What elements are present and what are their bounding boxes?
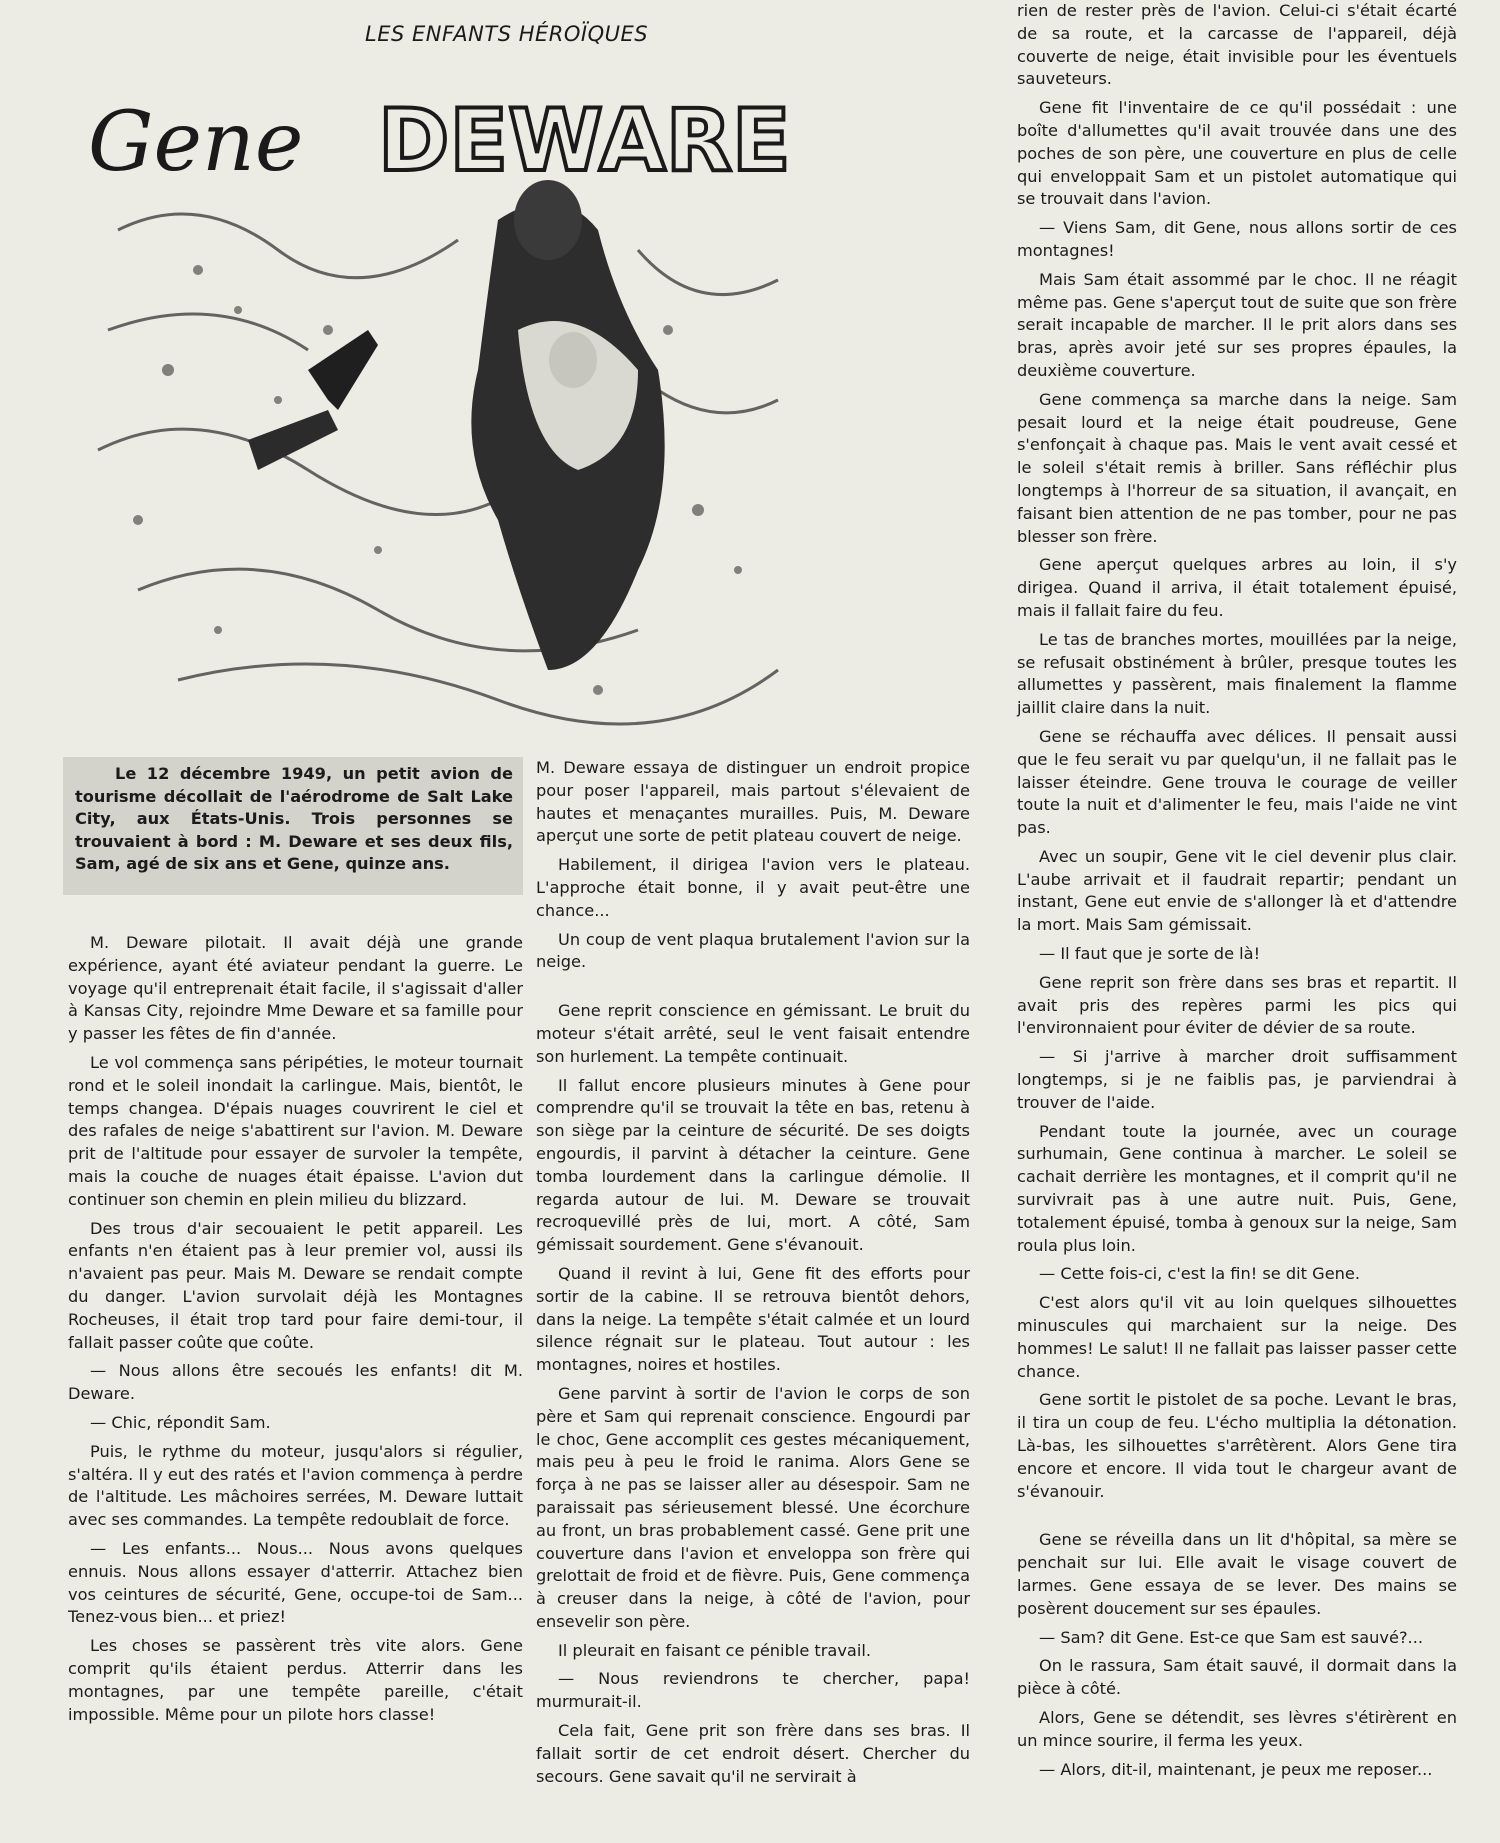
paragraph: Gene reprit son frère dans ses bras et repartit. Il avait pris des repères parmi les pics qui l'environnaient pour éviter de dévier de sa route.	[1017, 972, 1457, 1038]
paragraph: On le rassura, Sam était sauvé, il dormait dans la pièce à côté.	[1017, 1656, 1457, 1699]
illustration	[78, 70, 794, 746]
paragraph: Les choses se passèrent très vite alors. Gene comprit qu'ils étaient perdus. Atterrir dans les montagnes, par une tempête pareille, c'était impossible. Même pour un pilote hors classe!	[68, 1636, 523, 1724]
logo	[88, 91, 791, 191]
paragraph: — Nous reviendrons te chercher, papa! murmurait-il.	[536, 1669, 970, 1712]
paragraph: C'est alors qu'il vit au loin quelques silhouettes minuscules qui marchaient sur la neige. Des hommes! Le salut! Il ne fallait pas laisser passer cette chance.	[1017, 1293, 1457, 1381]
series-title: LES ENFANTS HÉROÏQUES	[365, 22, 649, 46]
illustration-drawing	[78, 70, 794, 746]
paragraph: Gene parvint à sortir de l'avion le corps de son père et Sam qui reprenait conscience. Engourdi par le choc, Gene accomplit ces gestes mécaniquement, mais peu à peu le froid le ranima. Alors Gene se força à ne pas se laisser aller au désespoir. Sam ne paraissait pas sérieusement blessé. Une écorchure au front, un bras probablement cassé. Gene prit une couverture dans l'avion et enveloppa son frère qui grelottait de froid et de fièvre. Puis, Gene commença à creuser dans la neige, à côté de l'avion, pour ensevelir son père.	[536, 1383, 970, 1631]
paragraph: Avec un soupir, Gene vit le ciel devenir plus clair. L'aube arrivait et il faudrait repartir; pendant un instant, Gene eut envie de s'allonger là et d'attendre la mort. Mais Sam gémissait.	[1017, 846, 1457, 935]
paragraph: Gene fit l'inventaire de ce qu'il possédait : une boîte d'allumettes qu'il avait trouvée dans une des poches de son père, une couverture en plus de celle qui enveloppait Sam et un pistolet automatique qui se trouvait dans l'avion.	[1017, 98, 1457, 209]
paragraph: Le tas de branches mortes, mouillées par la neige, se refusait obstinément à brûler, presque toutes les allumettes y passèrent, mais finalement la flamme jaillit claire dans la nuit.	[1017, 629, 1457, 718]
paragraph: Puis, le rythme du moteur, jusqu'alors si régulier, s'altéra. Il y eut des ratés et l'avion commença à perdre de l'altitude. Les mâchoires serrées, M. Deware luttait avec ses commandes. La tempête redoublait de force.	[68, 1441, 523, 1530]
paragraph: Alors, Gene se détendit, ses lèvres s'étirèrent en un mince sourire, il ferma les yeux.	[1017, 1707, 1457, 1750]
paragraph: Cela fait, Gene prit son frère dans ses bras. Il fallait sortir de cet endroit désert. Chercher du secours. Gene savait qu'il ne servirait à	[536, 1721, 970, 1786]
text-column-2	[536, 757, 970, 1794]
paragraph: — Alors, dit-il, maintenant, je peux me reposer...	[1039, 1759, 1433, 1779]
paragraph: Habilement, il dirigea l'avion vers le plateau. L'approche était bonne, il y avait peut-être une chance...	[536, 855, 970, 920]
paragraph: Gene sortit le pistolet de sa poche. Levant le bras, il tira un coup de feu. L'écho multiplia la détonation. Là-bas, les silhouettes s'arrêtèrent. Alors Gene tira encore et encore. Il vida tout le chargeur avant de s'évanouir.	[1017, 1390, 1457, 1501]
paragraph: — Cette fois-ci, c'est la fin! se dit Gene.	[1039, 1264, 1361, 1284]
paragraph: Gene se réveilla dans un lit d'hôpital, sa mère se penchait sur lui. Elle avait le visage couvert de larmes. Gene essaya de se lever. Des mains se posèrent doucement sur ses épaules.	[1017, 1530, 1457, 1618]
paragraph: M. Deware essaya de distinguer un endroit propice pour poser l'appareil, mais partout s'élevaient de hautes et menaçantes murailles. Puis, M. Deware aperçut une sorte de petit plateau couvert de neige.	[536, 758, 970, 846]
paragraph: — Viens Sam, dit Gene, nous allons sortir de ces montagnes!	[1017, 218, 1457, 260]
paragraph: Des trous d'air secouaient le petit appareil. Les enfants n'en étaient pas à leur premier vol, aussi ils n'avaient pas peur. Mais M. Deware se rendait compte du danger. L'avion survolait déjà les Montagnes Rocheuses, il était trop tard pour faire demi-tour, il fallait passer coûte que coûte.	[68, 1218, 523, 1352]
paragraph: — Sam? dit Gene. Est-ce que Sam est sauvé?...	[1039, 1627, 1423, 1647]
paragraph: — Les enfants... Nous... Nous avons quelques ennuis. Nous allons essayer d'atterrir. Attachez bien vos ceintures de sécurité, Gene, occupe-toi de Sam... Tenez-vous bien... et priez!	[68, 1538, 523, 1627]
intro-box	[63, 757, 523, 895]
text-column-1	[68, 932, 523, 1732]
paragraph: M. Deware pilotait. Il avait déjà une grande expérience, ayant été aviateur pendant la guerre. Le voyage qu'il entreprenait était facile, il s'agissait d'aller à Kansas City, rejoindre Mme Deware et sa famille pour y passer les fêtes de fin d'année.	[68, 933, 523, 1044]
text-column-3	[1017, 0, 1457, 1787]
paragraph: Pendant toute la journée, avec un courage surhumain, Gene continua à marcher. Le soleil se cachait derrière les montagnes, et il comprit qu'il ne survivrait pas à une autre nuit. Puis, Gene, totalement épuisé, tomba à genoux sur la neige, Sam roula plus loin.	[1017, 1121, 1457, 1255]
paragraph: Il fallut encore plusieurs minutes à Gene pour comprendre qu'il se trouvait la tête en bas, retenu à son siège par la ceinture de sécurité. De ses doigts engourdis, il parvint à détacher la ceinture. Gene tomba lourdement dans la carlingue démolie. Il regarda autour de lui. M. Deware se trouvait recroquevillé près de lui, mort. A côté, Sam gémissait sourdement. Gene s'évanouit.	[536, 1075, 970, 1255]
paragraph: — Chic, répondit Sam.	[90, 1412, 271, 1432]
paragraph: — Il faut que je sorte de là!	[1039, 944, 1261, 964]
paragraph: Gene commença sa marche dans la neige. Sam pesait lourd et la neige était poudreuse, Gene s'enfonçait à chaque pas. Mais le vent avait cessé et le soleil s'était remis à briller. Sans réfléchir plus longtemps à l'horreur de sa situation, il avançait, en faisant bien attention de ne pas tomber, pour ne pas blesser son frère.	[1017, 389, 1457, 546]
intro-text: Le 12 décembre 1949, un petit avion de tourisme décollait de l'aérodrome de Salt Lake City, aux États-Unis. Trois personnes se trouvaient à bord : M. Deware et ses deux fils, Sam, agé de six ans et Gene, quinze ans.	[75, 764, 513, 874]
svg-text:Gene: Gene	[88, 95, 304, 190]
paragraph: rien de rester près de l'avion. Celui-ci s'était écarté de sa route, et la carcasse de l'appareil, déjà couverte de neige, était invisible pour les éventuels sauveteurs.	[1017, 1, 1457, 89]
paragraph: Mais Sam était assommé par le choc. Il ne réagit même pas. Gene s'aperçut tout de suite que son frère serait incapable de marcher. Il le prit alors dans ses bras, après avoir jeté sur ses propres épaules, la deuxième couverture.	[1017, 269, 1457, 380]
paragraph: Gene se réchauffa avec délices. Il pensait aussi que le feu serait vu par quelqu'un, il ne fallait pas le laisser éteindre. Gene trouva le courage de veiller toute la nuit et d'alimenter le feu, mais l'aide ne vint pas.	[1017, 726, 1457, 838]
paragraph: Le vol commença sans péripéties, le moteur tournait rond et le soleil inondait la carlingue. Mais, bientôt, le temps changea. D'épais nuages couvrirent le ciel et des rafales de neige s'abattirent sur l'avion. M. Deware prit de l'altitude pour essayer de survoler la tempête, mais la couche de nuages était épaisse. L'avion dut continuer son chemin en plein milieu du blizzard.	[68, 1052, 523, 1209]
paragraph: Gene aperçut quelques arbres au loin, il s'y dirigea. Quand il arriva, il était totalement épuisé, mais il fallait faire du feu.	[1017, 555, 1457, 620]
paragraph: Un coup de vent plaqua brutalement l'avion sur la neige.	[536, 929, 970, 972]
paragraph: Gene reprit conscience en gémissant. Le bruit du moteur s'était arrêté, seul le vent faisait entendre son hurlement. La tempête continuait.	[536, 1001, 970, 1066]
paragraph: Quand il revint à lui, Gene fit des efforts pour sortir de la cabine. Il se retrouva bientôt dehors, dans la neige. La tempête s'était calmée et un lourd silence régnait sur le plateau. Tout autour : les montagnes, noires et hostiles.	[536, 1263, 970, 1375]
paragraph: — Nous allons être secoués les enfants! dit M. Deware.	[68, 1361, 523, 1404]
svg-text:DEWARE: DEWARE	[378, 91, 791, 191]
paragraph: — Si j'arrive à marcher droit suffisamment longtemps, si je ne faiblis pas, je parviendrai à trouver de l'aide.	[1017, 1047, 1457, 1112]
paragraph: Il pleurait en faisant ce pénible travail.	[558, 1640, 871, 1660]
